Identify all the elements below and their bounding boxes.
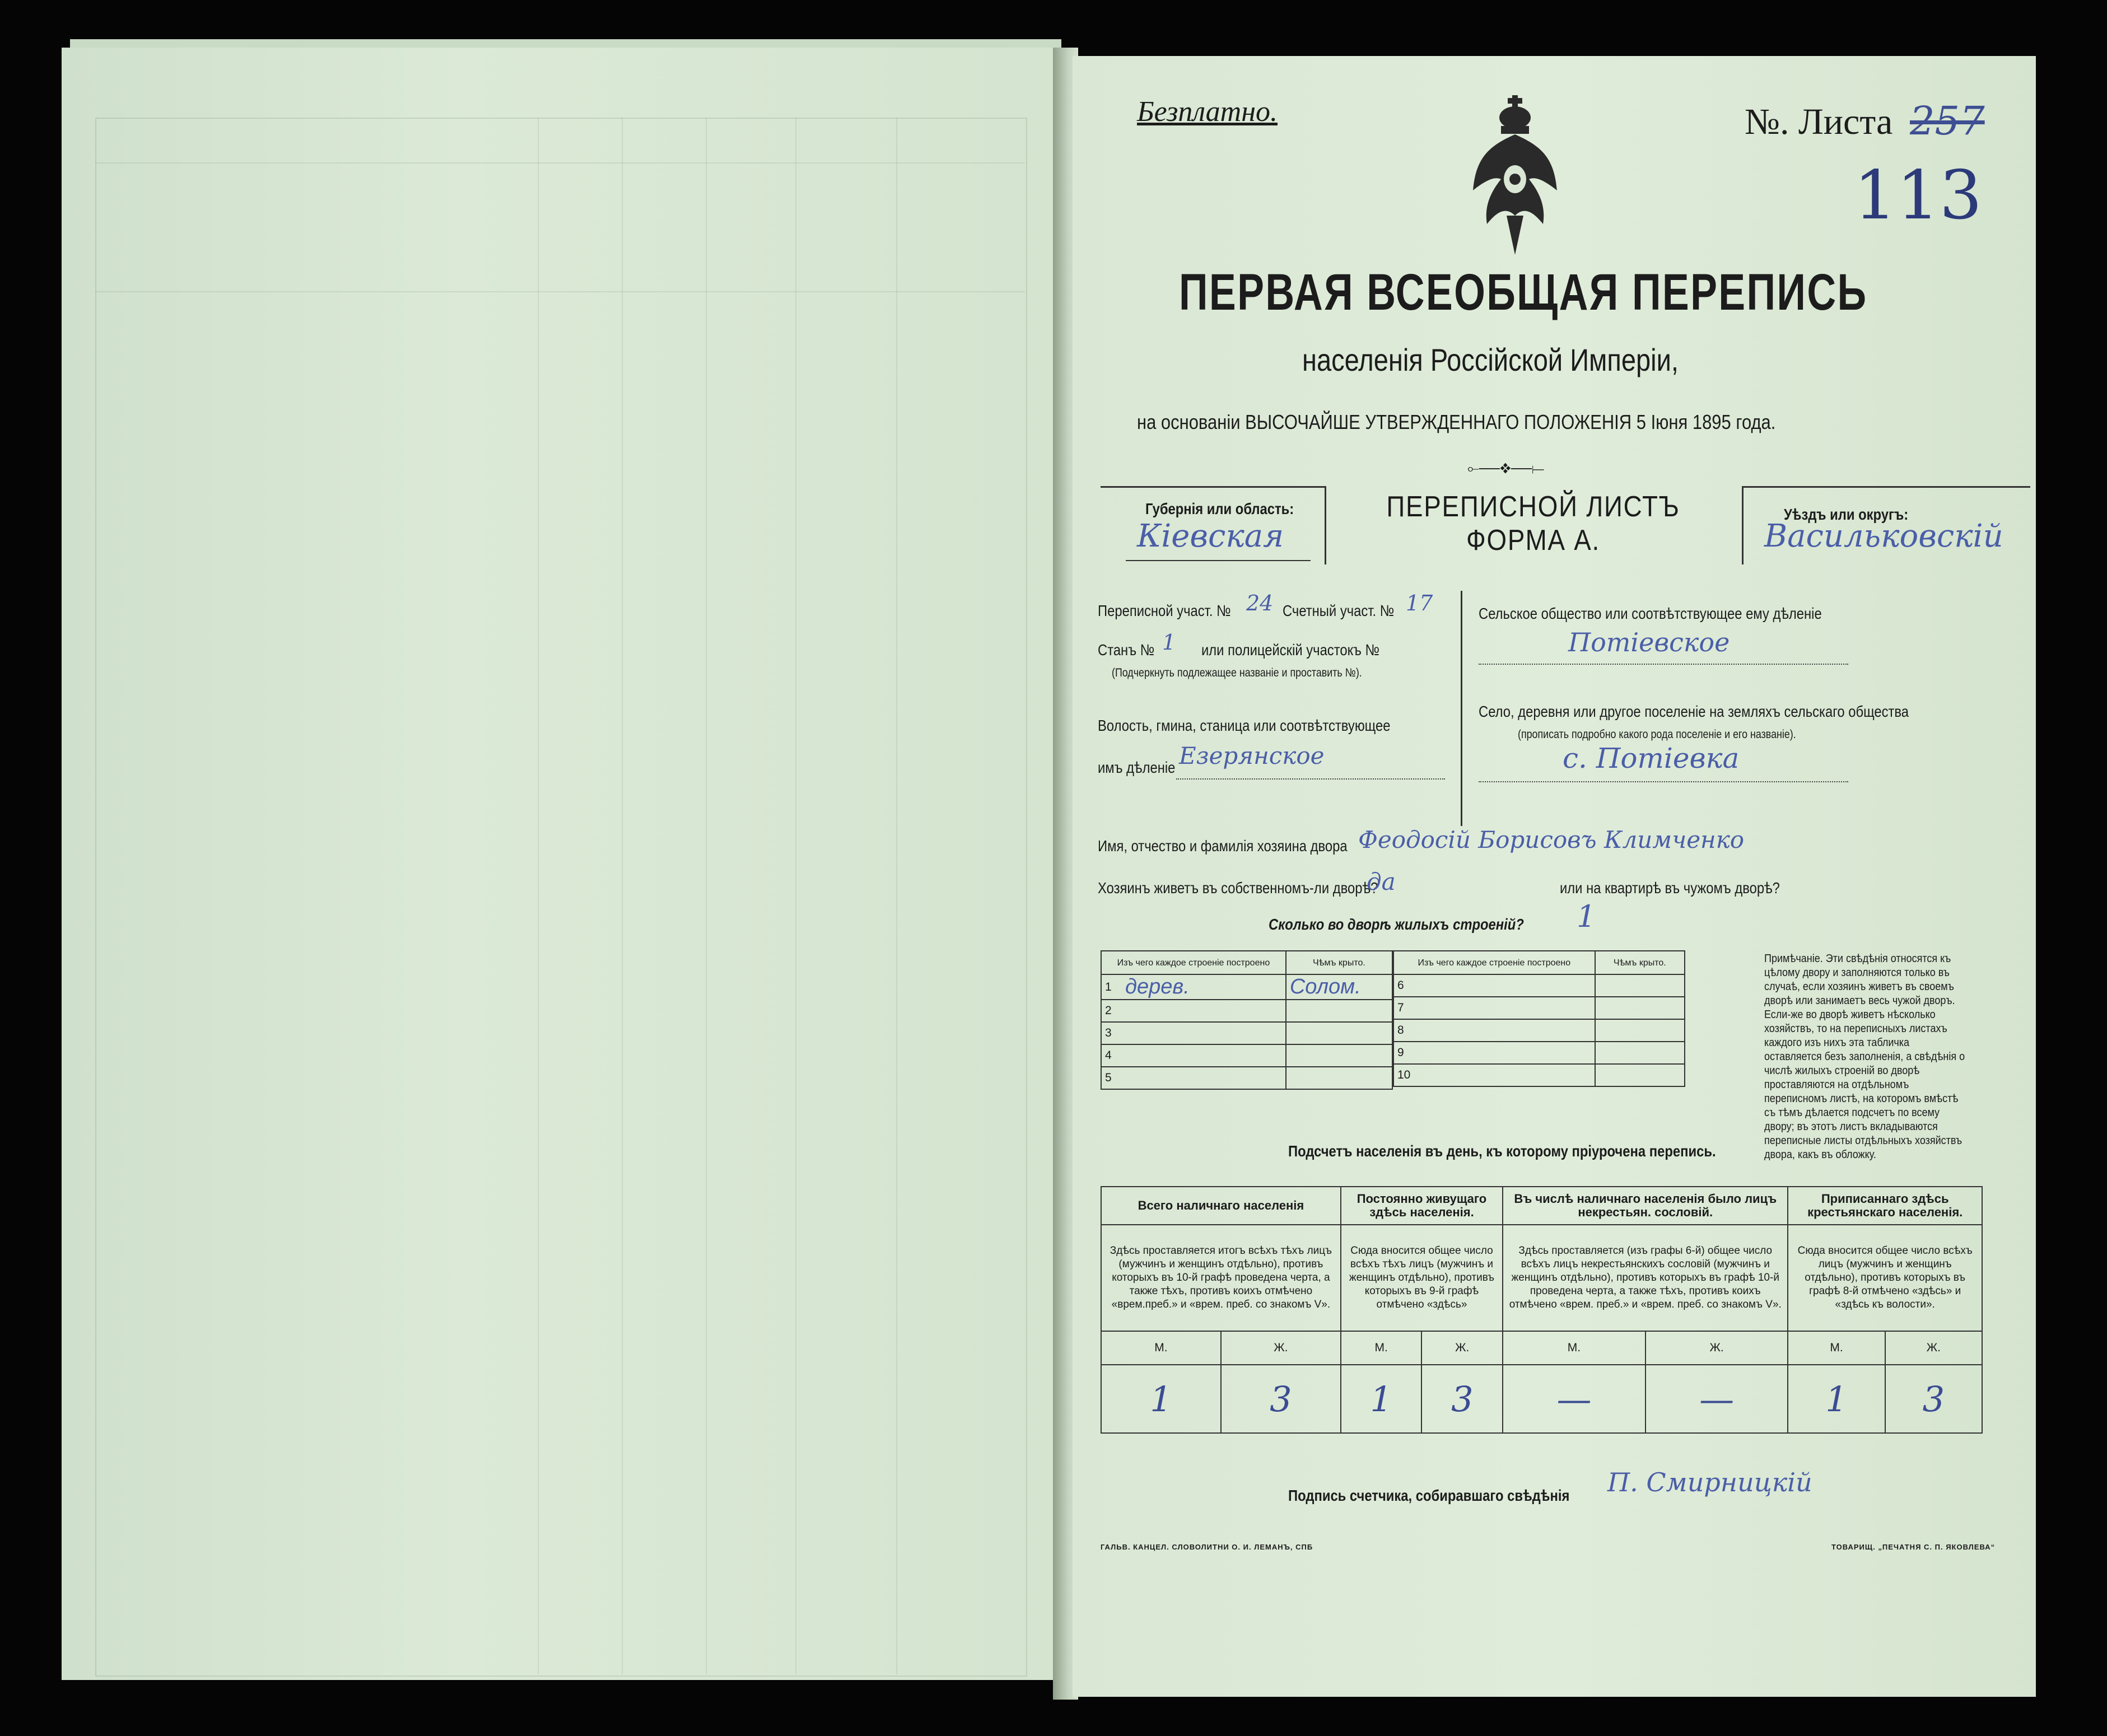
female-label: Ж. <box>1885 1331 1982 1365</box>
ghost-rule <box>538 118 539 1674</box>
form-title: ПЕРЕПИСНОЙ ЛИСТЪ ФОРМА А. <box>1386 491 1680 557</box>
roof-column-header: Чѣмъ крыто. <box>1595 951 1685 974</box>
population-table <box>1101 1186 1983 1434</box>
male-label: М. <box>1503 1331 1645 1365</box>
building-row-number: 6 <box>1393 974 1414 997</box>
province-line <box>1126 560 1311 561</box>
building-roof-cell <box>1286 1044 1392 1067</box>
ghost-rule <box>95 162 1025 164</box>
census-area-label: Переписной участ. № <box>1098 602 1231 619</box>
female-count: — <box>1645 1365 1788 1433</box>
sheet-number-handwritten: 113 <box>1854 157 1983 235</box>
population-col-description: Здѣсь проставляется итогъ всѣхъ тѣхъ лицъ (мужчинъ и женщинъ отдѣльно), противъ которыхъ въ 10-й графѣ проведена черта, а также тѣхъ, противъ коихъ отмѣчено «врем.преб.» и «врем. преб. со знакомъ V». <box>1101 1225 1341 1331</box>
volost-label-continued: имъ дѣленіе <box>1098 759 1176 776</box>
count-area-label: Счетный участ. № <box>1283 602 1395 619</box>
buildings-count-value: 1 <box>1577 899 1596 934</box>
village-note: (прописать подробно какого рода поселеніе и его названіе). <box>1518 728 1796 741</box>
female-label: Ж. <box>1645 1331 1788 1365</box>
female-count: 3 <box>1885 1365 1982 1433</box>
building-row-number: 4 <box>1101 1044 1122 1067</box>
volost-label: Волость, гмина, станица или соотвѣтствующее <box>1098 717 1391 734</box>
stan-value: 1 <box>1162 630 1176 655</box>
stan-note: (Подчеркнуть подлежащее названіе и проставить №). <box>1112 666 1362 679</box>
building-material-cell <box>1122 1022 1286 1044</box>
ghost-rule <box>706 118 707 1674</box>
material-column-header: Изъ чего каждое строеніе построено <box>1101 951 1286 974</box>
rural-society-label: Сельское общество или соотвѣтствующее ему дѣленіе <box>1479 605 1822 622</box>
building-roof-cell <box>1286 1022 1392 1044</box>
own-yard-label: Хозяинъ живетъ въ собственномъ-ли дворѣ? <box>1098 879 1378 897</box>
female-count: 3 <box>1221 1365 1341 1433</box>
building-row-number: 9 <box>1393 1042 1414 1064</box>
count-area-value: 17 <box>1406 591 1433 615</box>
village-value: с. Потіевка <box>1563 742 1740 774</box>
population-col-description: Сюда вносится общее число всѣхъ лицъ (мужчинъ и женщинъ отдѣльно), противъ которыхъ въ графѣ 8-й отмѣчено «здѣсь» и «здѣсь къ волости». <box>1788 1225 1982 1331</box>
province-value: Кіевская <box>1137 518 1284 554</box>
buildings-count-label: Сколько во дворѣ жилыхъ строеній? <box>1269 916 1524 933</box>
female-count: 3 <box>1421 1365 1503 1433</box>
building-material-cell: дерев. <box>1122 974 1286 1000</box>
own-yard-value: да <box>1367 868 1396 895</box>
sheet-number-struck: 257 <box>1910 98 1985 144</box>
village-line <box>1479 781 1848 782</box>
building-roof-cell <box>1286 1067 1392 1089</box>
printer-imprint-left: ГАЛЬВ. КАНЦЕЛ. СЛОВОЛИТНИ О. И. ЛЕМАНЪ, СПБ <box>1101 1543 1313 1551</box>
roof-column-header: Чѣмъ крыто. <box>1286 951 1392 974</box>
sheet-number-label: №. Листа <box>1745 101 1893 142</box>
ghost-rule <box>896 118 897 1674</box>
building-material-cell <box>1122 1044 1286 1067</box>
male-count: 1 <box>1341 1365 1422 1433</box>
building-material-cell <box>1122 1000 1286 1022</box>
police-precinct-label: или полицейскій участокъ № <box>1201 641 1380 659</box>
rural-society-line <box>1479 664 1848 665</box>
population-heading: Подсчетъ населенія въ день, къ которому пріурочена перепись. <box>1288 1142 1716 1160</box>
stan-label: Станъ № <box>1098 641 1155 659</box>
male-label: М. <box>1101 1331 1221 1365</box>
population-col-header: Постоянно живущаго здѣсь населенія. <box>1341 1187 1503 1225</box>
owner-label: Имя, отчество и фамилія хозяина двора <box>1098 837 1348 855</box>
enumerator-signature: П. Смирницкій <box>1607 1467 1812 1497</box>
printer-imprint-right: ТОВАРИЩ. „ПЕЧАТНЯ С. П. ЯКОВЛЕВА“ <box>1831 1543 1996 1551</box>
owner-value: Феодосій Борисовъ Климченко <box>1358 826 1745 853</box>
subtitle-basis-line: на основаніи ВЫСОЧАЙШЕ УТВЕРЖДЕННАГО ПОЛОЖЕНІЯ 5 Іюня 1895 года. <box>1137 410 1776 433</box>
building-roof-cell <box>1286 1000 1392 1022</box>
imperial-eagle-emblem <box>1467 95 1563 258</box>
buildings-table-right <box>1393 950 1685 1087</box>
province-label: Губернія или область: <box>1145 500 1294 517</box>
building-row-number: 10 <box>1393 1064 1414 1086</box>
population-col-description: Здѣсь проставляется (изъ графы 6-й) общее число всѣхъ лицъ некрестьянскихъ сословій (мужчинъ и женщинъ отдѣльно), противъ которыхъ въ графѣ 10-й проведена черта, а также тѣхъ, противъ коихъ отмѣчено «врем. преб.» и «врем. преб. со знакомъ V». <box>1503 1225 1788 1331</box>
ghost-rule <box>622 118 623 1674</box>
free-label: Безплатно. <box>1137 96 1278 128</box>
ornament-divider: ⟜──❖──⟝ <box>1467 460 1545 477</box>
building-row-number: 5 <box>1101 1067 1122 1089</box>
left-ghost-table <box>95 118 1027 1677</box>
rural-society-value: Потіевское <box>1568 627 1730 657</box>
building-row-number: 8 <box>1393 1019 1414 1042</box>
fields-divider <box>1461 591 1462 826</box>
main-title: ПЕРВАЯ ВСЕОБЩАЯ ПЕРЕПИСЬ <box>1179 264 1868 321</box>
building-row-number: 1 <box>1101 974 1122 1000</box>
female-label: Ж. <box>1421 1331 1503 1365</box>
ghost-rule <box>95 291 1025 292</box>
population-col-header: Приписаннаго здѣсь крестьянскаго населенія. <box>1788 1187 1982 1225</box>
volost-line <box>1176 778 1445 780</box>
population-col-header: Въ числѣ наличнаго населенія было лицъ некрестьян. сословій. <box>1503 1187 1788 1225</box>
building-material-cell <box>1122 1067 1286 1089</box>
buildings-note: Примѣчаніе. Эти свѣдѣнія относятся къ цѣлому двору и заполняются только въ случаѣ, если хозяинъ живетъ въ своемъ дворѣ или занимаетъ весь чужой дворъ. Если-же во дворѣ живетъ нѣсколько хозяйствъ, то на переписныхъ листахъ каждого изъ нихъ эта табличка оставляется безъ заполненія, а свѣдѣнія о числѣ жилыхъ строеній во дворѣ проставляются на отдѣльномъ переписномъ листѣ, на которомъ вмѣстѣ съ тѣмъ дѣлается подсчетъ по всему двору; въ этотъ листъ вкладываются переписные листы отдѣльныхъ хозяйствъ двора, какъ въ обложку. <box>1764 953 1965 1161</box>
rented-quarters-label: или на квартирѣ въ чужомъ дворѣ? <box>1560 879 1780 897</box>
male-count: 1 <box>1101 1365 1221 1433</box>
village-label: Село, деревня или другое поселеніе на земляхъ сельскаго общества <box>1479 703 1909 720</box>
building-row-number: 2 <box>1101 1000 1122 1022</box>
subtitle-line: населенія Россійской Имперіи, <box>1302 342 1679 377</box>
male-label: М. <box>1788 1331 1885 1365</box>
building-row-number: 3 <box>1101 1022 1122 1044</box>
material-column-header: Изъ чего каждое строеніе построено <box>1393 951 1595 974</box>
male-count: — <box>1503 1365 1645 1433</box>
volost-value: Езерянское <box>1179 742 1325 769</box>
census-area-value: 24 <box>1246 591 1274 615</box>
district-label: Уѣздъ или округъ: <box>1784 506 1909 523</box>
district-value: Васильковскій <box>1764 518 2003 554</box>
enumerator-signature-label: Подпись счетчика, собиравшаго свѣдѣнія <box>1288 1487 1570 1504</box>
building-roof-cell: Солом. <box>1286 974 1392 1000</box>
buildings-table-left <box>1101 950 1393 1090</box>
male-count: 1 <box>1788 1365 1885 1433</box>
ghost-rule <box>795 118 796 1674</box>
male-label: М. <box>1341 1331 1422 1365</box>
population-col-header: Всего наличнаго населенія <box>1101 1187 1341 1225</box>
population-col-description: Сюда вносится общее число всѣхъ тѣхъ лицъ (мужчинъ и женщинъ отдѣльно), противъ которыхъ въ 9-й графѣ отмѣчено «здѣсь» <box>1341 1225 1503 1331</box>
female-label: Ж. <box>1221 1331 1341 1365</box>
building-row-number: 7 <box>1393 997 1414 1019</box>
